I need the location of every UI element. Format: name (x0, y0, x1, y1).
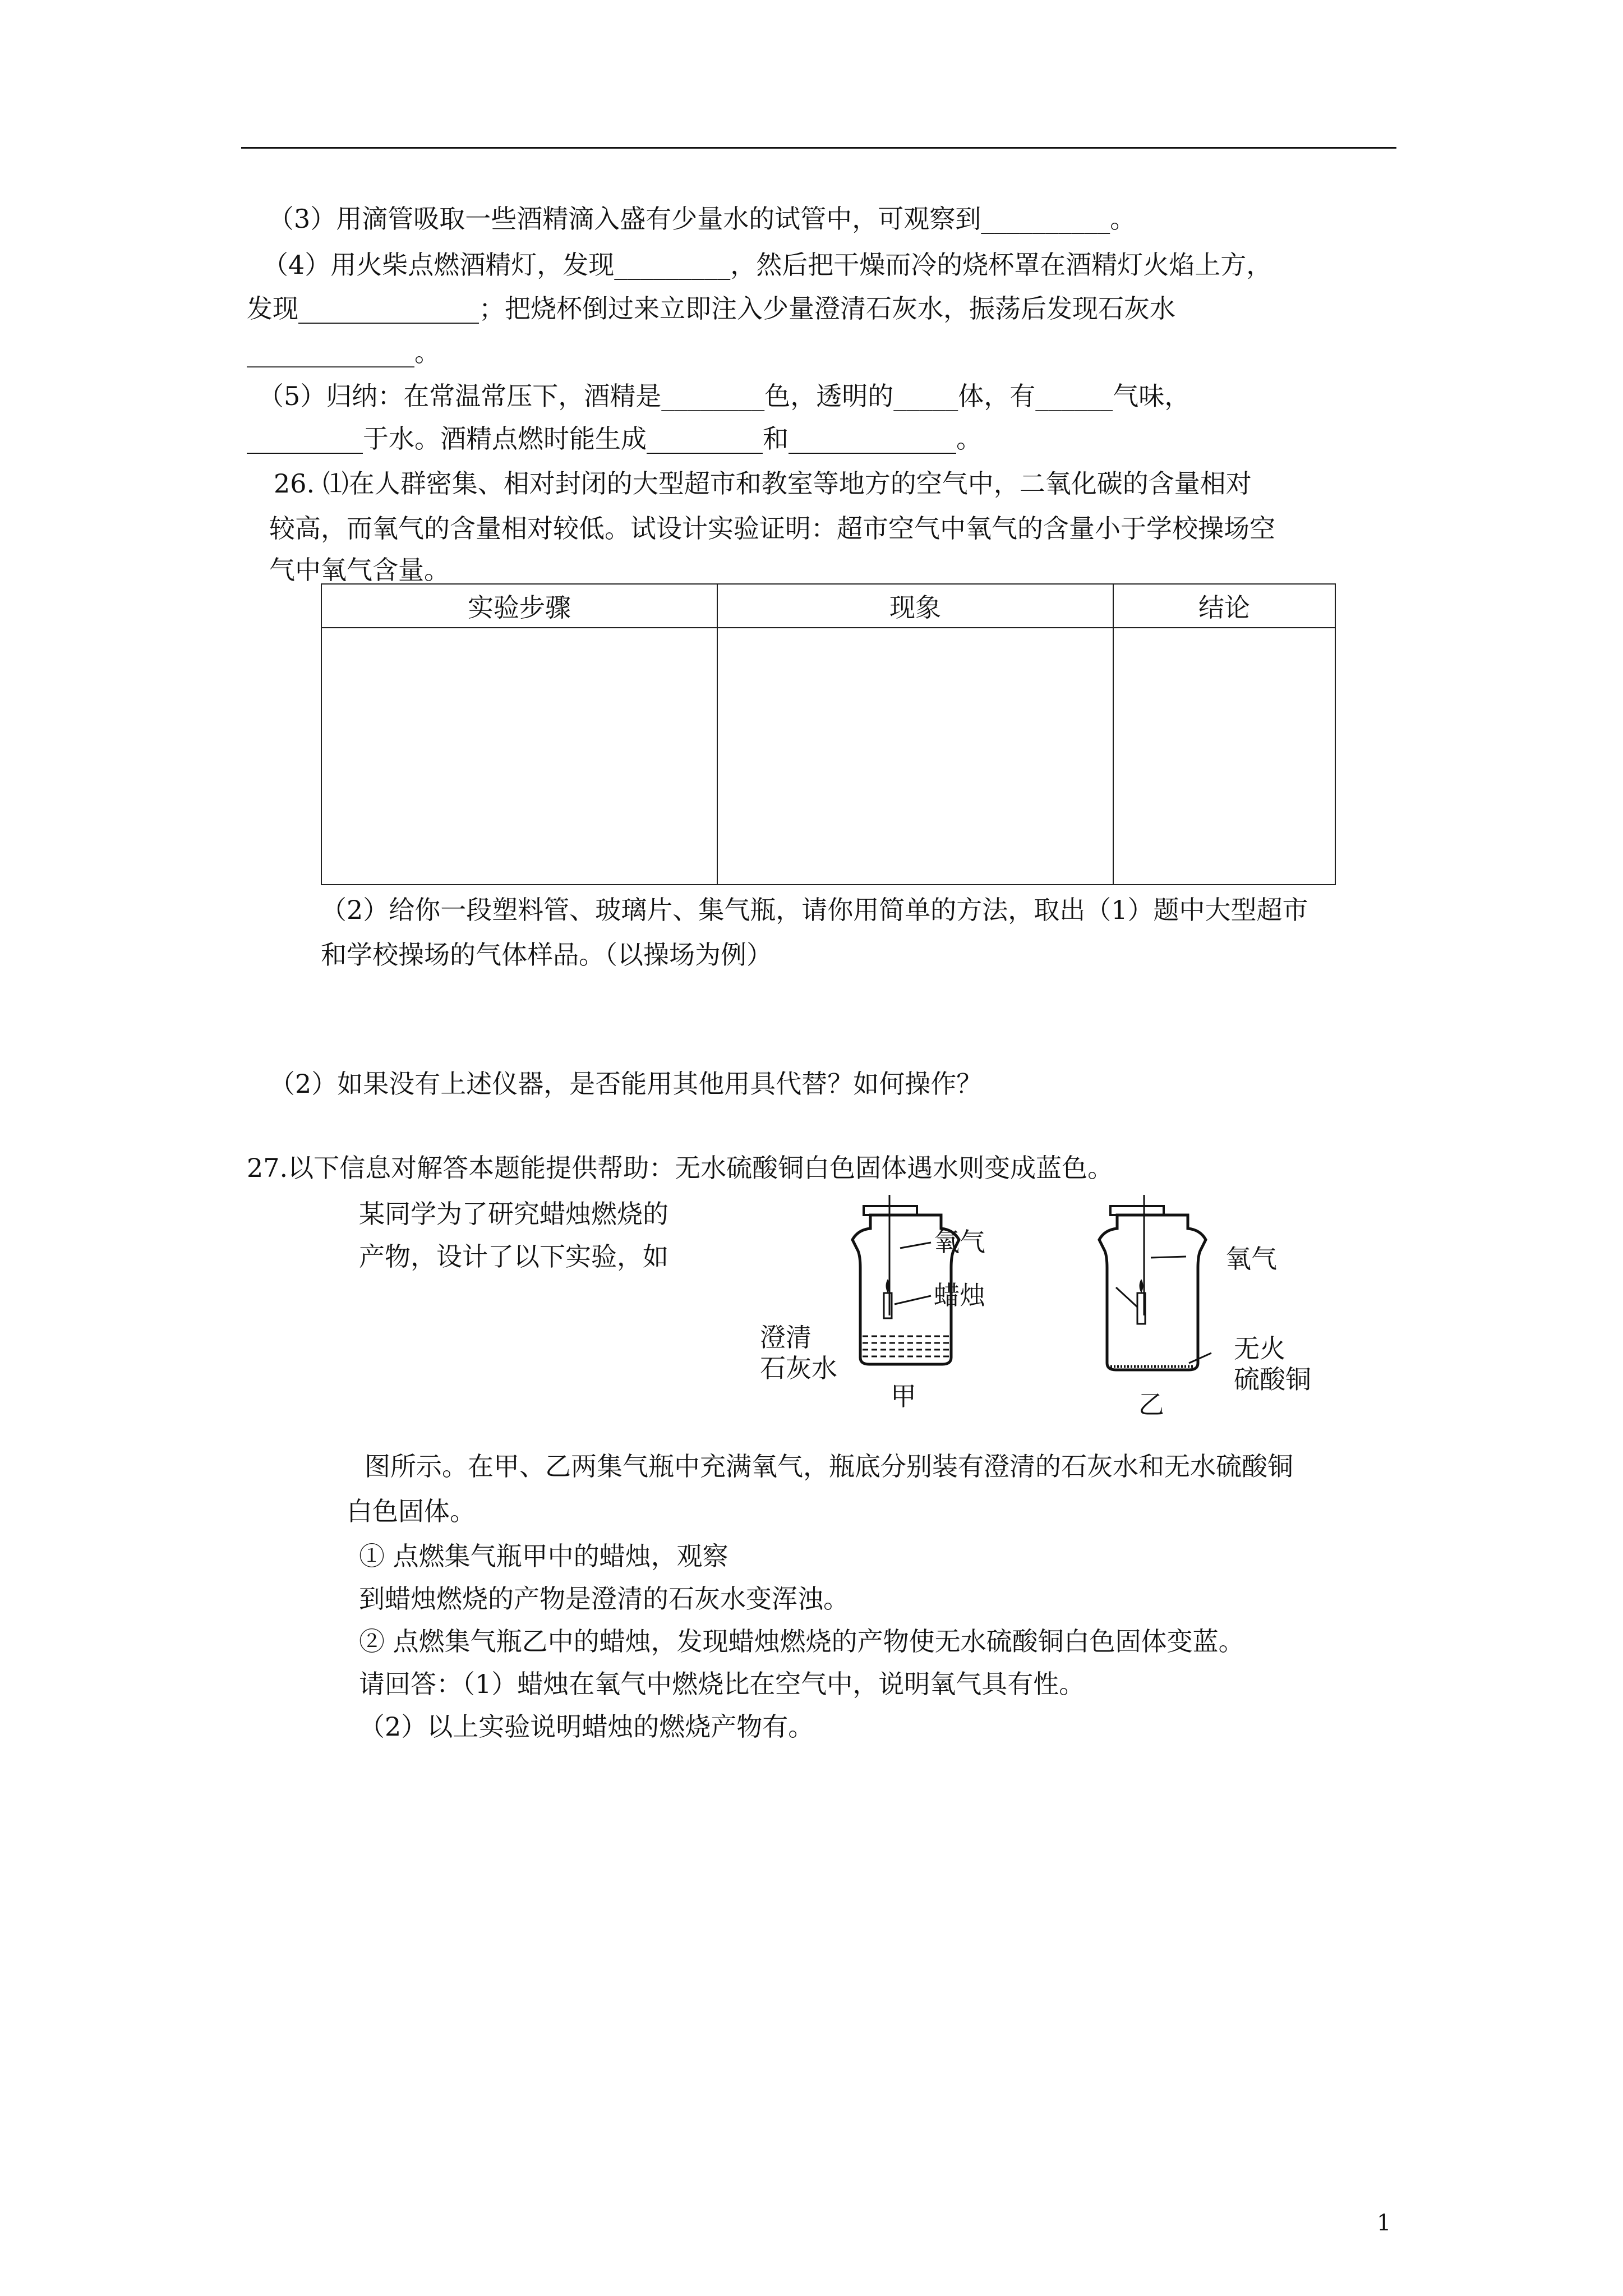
question-27-step-1a: ① 点燃集气瓶甲中的蜡烛，观察 (359, 1541, 728, 1571)
candle-experiment-figure (751, 1195, 1318, 1430)
answer-cell-conclusion[interactable] (1113, 628, 1335, 885)
question-26-2-line-1: （2）给你一段塑料管、玻璃片、集气瓶，请你用简单的方法，取出（1）题中大型超市 (321, 895, 1308, 925)
header-rule (241, 147, 1396, 149)
question-27-step-1b: 到蜡烛燃烧的产物是澄清的石灰水变浑浊。 (359, 1584, 849, 1614)
jar-jia (852, 1195, 959, 1364)
question-27-answer-2: （2）以上实验说明蜡烛的燃烧产物有。 (359, 1711, 814, 1742)
jar-yi-name: 乙 (1138, 1389, 1164, 1420)
jar-jia-candle-icon (884, 1293, 892, 1318)
question-26-2-line-2: 和学校操场的气体样品。（以操场为例） (321, 940, 772, 970)
page-number: 1 (1377, 2210, 1391, 2236)
question-26-line-1: 26. ⑴在人群密集、相对封闭的大型超市和教室等地方的空气中，二氧化碳的含量相对 (274, 468, 1252, 499)
question-4-line-1: （4）用火柴点燃酒精灯，发现_________，然后把干燥而冷的烧杯罩在酒精灯火焰上方， (262, 250, 1272, 280)
question-26-followup: （2）如果没有上述仪器，是否能用其他用具代替？如何操作？ (269, 1069, 983, 1099)
table-header-phenomenon: 现象 (717, 584, 1113, 628)
jar-jia-name: 甲 (891, 1381, 916, 1411)
question-27-step-2: ② 点燃集气瓶乙中的蜡烛，发现蜡烛燃烧的产物使无水硫酸铜白色固体变蓝。 (359, 1626, 1244, 1657)
answer-cell-steps[interactable] (321, 628, 717, 885)
limewater-label-2: 石灰水 (760, 1353, 837, 1383)
question-5-line-2: _________于水。酒精点燃时能生成_________和_____________。 (247, 424, 982, 454)
table-header-conclusion: 结论 (1113, 584, 1335, 628)
question-27: 27.以下信息对解答本题能提供帮助：无水硫酸铜白色固体遇水则变成蓝色。 (247, 1153, 1114, 1183)
question-5-line-1: （5）归纳：在常温常压下，酒精是________色，透明的_____体，有______气味， (258, 381, 1191, 411)
candle-label: 蜡烛 (934, 1280, 985, 1310)
table-answer-row (321, 628, 1335, 885)
question-27-intro-1: 某同学为了研究蜡烛燃烧的 (359, 1199, 668, 1229)
question-27-answer-1: 请回答：（1）蜡烛在氧气中燃烧比在空气中，说明氧气具有性。 (359, 1669, 1085, 1699)
question-27-body-1: 图所示。在甲、乙两集气瓶中充满氧气，瓶底分别装有澄清的石灰水和无水硫酸铜 (365, 1451, 1293, 1481)
jar-yi-gas-label: 氧气 (1225, 1244, 1277, 1274)
question-27-intro-2: 产物，设计了以下实验，如 (359, 1241, 668, 1272)
question-4-line-3: _____________。 (247, 337, 440, 367)
jar-yi-flame-icon (1140, 1279, 1144, 1293)
question-3: （3）用滴管吸取一些酒精滴入盛有少量水的试管中，可观察到__________。 (268, 204, 1136, 234)
experiment-table (321, 583, 1336, 885)
table-header-steps: 实验步骤 (321, 584, 717, 628)
cuso4-label-2: 硫酸铜 (1234, 1364, 1311, 1395)
limewater-label-1: 澄清 (760, 1322, 811, 1352)
question-27-body-2: 白色固体。 (347, 1496, 476, 1526)
jar-yi (1099, 1195, 1211, 1370)
answer-cell-phenomenon[interactable] (717, 628, 1113, 885)
jar-jia-gas-label: 氧气 (934, 1227, 985, 1257)
question-26-line-2: 较高，而氧气的含量相对较低。试设计实验证明：超市空气中氧气的含量小于学校操场空 (269, 513, 1275, 544)
question-4-line-2: 发现______________；把烧杯倒过来立即注入少量澄清石灰水，振荡后发现石灰水 (247, 293, 1175, 324)
table-header-row (321, 584, 1335, 628)
jar-jia-limewater (863, 1336, 949, 1356)
cuso4-label-1: 无火 (1234, 1333, 1285, 1364)
question-26-line-3: 气中氧气含量。 (269, 555, 450, 585)
